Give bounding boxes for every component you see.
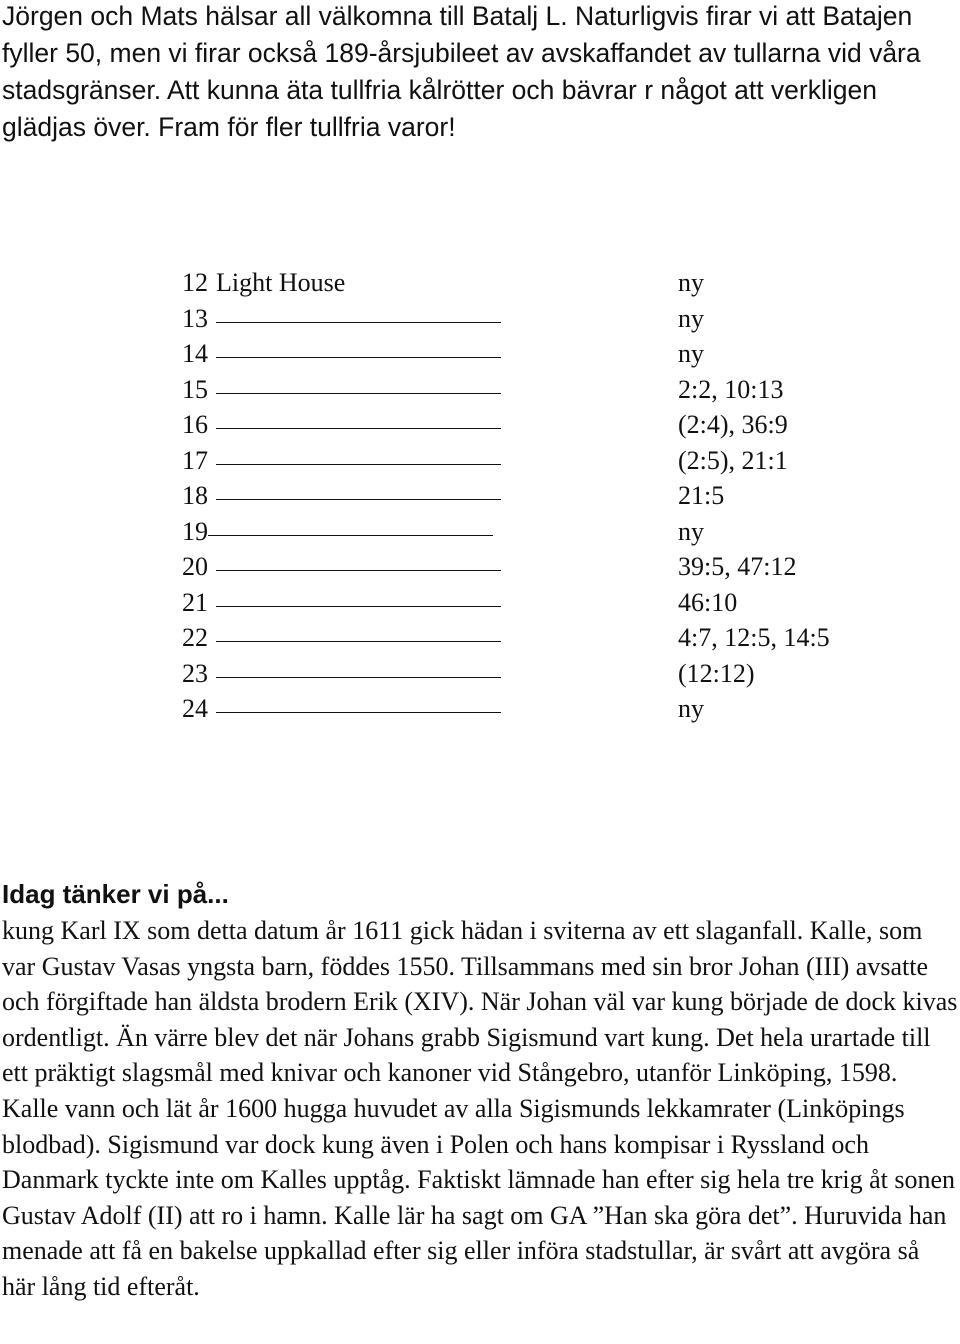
table-number: 13 [182, 303, 208, 333]
table-number: 19 [182, 516, 208, 546]
roster-entry [182, 301, 678, 337]
roster-entry [182, 585, 678, 621]
table-number: 20 [182, 552, 208, 581]
roster-row [182, 585, 882, 621]
roster-entry [182, 265, 678, 301]
team-name-blank-line [216, 322, 501, 323]
table-number: 24 [182, 694, 208, 723]
table-number: 18 [182, 481, 208, 510]
table-status: (2:4), 36:9 [678, 410, 788, 439]
table-number: 14 [182, 339, 208, 368]
table-status: (12:12) [678, 658, 755, 688]
table-number: 16 [182, 410, 208, 439]
table-status: ny [678, 268, 704, 297]
roster-row [182, 443, 882, 479]
team-name-blank-line [216, 677, 501, 678]
table-status: 46:10 [678, 587, 738, 617]
table-status: ny [678, 303, 704, 333]
roster-entry [182, 336, 678, 372]
team-name-blank-line [216, 428, 501, 429]
roster-row [182, 691, 882, 727]
roster-entry [182, 478, 678, 514]
table-number: 23 [182, 658, 208, 688]
team-name-blank-line [216, 570, 501, 571]
roster-entry [182, 691, 678, 727]
roster-entry [182, 443, 678, 479]
team-name-blank-line [216, 499, 501, 500]
roster-entry [182, 549, 678, 585]
article-heading: Idag tänker vi på... [2, 879, 229, 909]
table-number: 17 [182, 445, 208, 475]
roster-row [182, 549, 882, 585]
roster-entry [182, 620, 678, 656]
roster-row [182, 301, 882, 337]
roster-row [182, 514, 882, 550]
team-name-blank-line [216, 357, 501, 358]
table-number: 12 [182, 268, 208, 297]
table-status: 39:5, 47:12 [678, 552, 797, 581]
table-status: 21:5 [678, 481, 725, 510]
roster-entry [182, 407, 678, 443]
table-status: 4:7, 12:5, 14:5 [678, 623, 830, 652]
team-roster [182, 265, 882, 727]
roster-row [182, 372, 882, 408]
roster-row [182, 478, 882, 514]
roster-row [182, 407, 882, 443]
roster-entry [182, 656, 678, 692]
team-name-blank-line [216, 464, 501, 465]
team-name-blank-line [216, 393, 501, 394]
roster-row [182, 336, 882, 372]
team-name-blank-line [216, 606, 501, 607]
team-name: Light House [216, 268, 346, 297]
roster-row [182, 620, 882, 656]
roster-row [182, 265, 882, 301]
table-number: 15 [182, 374, 208, 404]
table-status: (2:5), 21:1 [678, 445, 788, 475]
table-number: 22 [182, 623, 208, 652]
team-name-blank-line [216, 712, 501, 713]
team-name-blank-line [216, 641, 501, 642]
intro-paragraph: Jörgen och Mats hälsar all välkomna till Batalj L. Naturligvis firar vi att Batajen fyller 50, men vi firar också 189-årsjubileet av avskaffandet av tullarna vid våra stadsgränser. Att kunna äta tullfria kålrötter och bävrar r något att verkligen glädjas över. Fram för fler tullfria varor! [2, 1, 921, 142]
table-status: ny [678, 694, 704, 723]
table-status: ny [678, 516, 704, 546]
roster-entry [182, 514, 678, 550]
roster-entry [182, 372, 678, 408]
table-status: ny [678, 339, 704, 368]
article-body: kung Karl IX som detta datum år 1611 gick hädan i sviterna av ett slaganfall. Kalle, som var Gustav Vasas yngsta barn, föddes 1550. Tillsammans med sin bror Johan (III) avsatte och förgiftade han äldsta brodern Erik (XIV). När Johan väl var kung började de dock kivas ordentligt. Än värre blev det när Johans grabb Sigismund vart kung. Det hela urartade till ett präktigt slagsmål med knivar och kanoner vid Stångebro, utanför Linköping, 1598. Kalle vann och lät år 1600 hugga huvudet av alla Sigismunds lekkamrater (Linköpings blodbad). Sigismund var dock kung även i Polen och hans kompisar i Ryssland och Danmark tyckte inte om Kalles upptåg. Faktiskt lämnade han efter sig hela tre krig åt sonen Gustav Adolf (II) att ro i hamn. Kalle lär ha sagt om GA ”Han ska göra det”. Huruvida han menade att få en bakelse uppkallad efter sig eller införa stadstullar, är svårt att avgöra så här lång tid efteråt. [2, 916, 958, 1301]
roster-row [182, 656, 882, 692]
table-status: 2:2, 10:13 [678, 374, 784, 404]
team-name-blank-line [208, 535, 493, 536]
table-number: 21 [182, 587, 208, 617]
